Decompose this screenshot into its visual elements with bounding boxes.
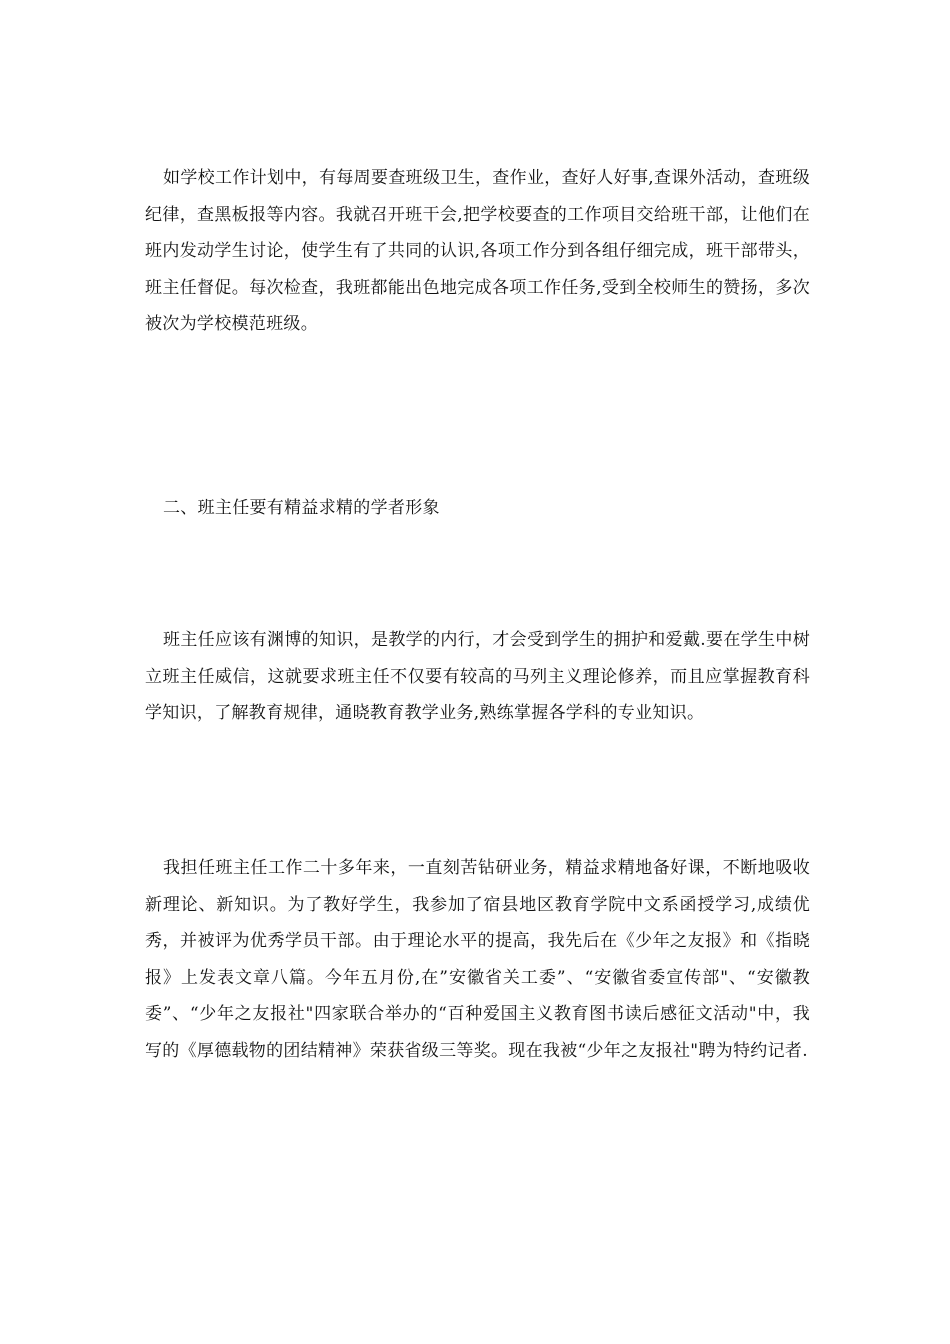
paragraph-teacher-knowledge: 班主任应该有渊博的知识，是教学的内行，才会受到学生的拥护和爱戴.要在学生中树立班主任威信，这就要求班主任不仅要有较高的马列主义理论修养，而且应掌握教育科学知识，了解教育规律，通晓教育教学业务,熟练掌握各学科的专业知识。 [145, 630, 810, 723]
paragraph-personal-experience: 我担任班主任工作二十多年来，一直刻苦钻研业务，精益求精地备好课，不断地吸收新理论、新知识。为了教好学生，我参加了宿县地区教育学院中文系函授学习,成绩优秀，并被评为优秀学员干部。由于理论水平的提高，我先后在《少年之友报》和《指晓报》上发表文章八篇。今年五月份,在”安徽省关工委”、“安徽省委宣传部"、“安徽教委”、“少年之友报社"四家联合举办的“百种爱国主义教育图书读后感征文活动"中，我写的《厚德载物的团结精神》荣获省级三等奖。现在我被“少年之友报社"聘为特约记者. [145, 858, 810, 1061]
section-heading: 二、班主任要有精益求精的学者形象 [163, 498, 440, 518]
paragraph-class-inspection: 如学校工作计划中，有每周要查班级卫生，查作业，查好人好事,查课外活动，查班级纪律，查黑板报等内容。我就召开班干会,把学校要查的工作项目交给班干部，让他们在班内发动学生讨论，使学生有了共同的认识,各项工作分到各组仔细完成，班干部带头，班主任督促。每次检查，我班都能出色地完成各项工作任务,受到全校师生的赞扬，多次被次为学校模范班级。 [145, 168, 810, 334]
